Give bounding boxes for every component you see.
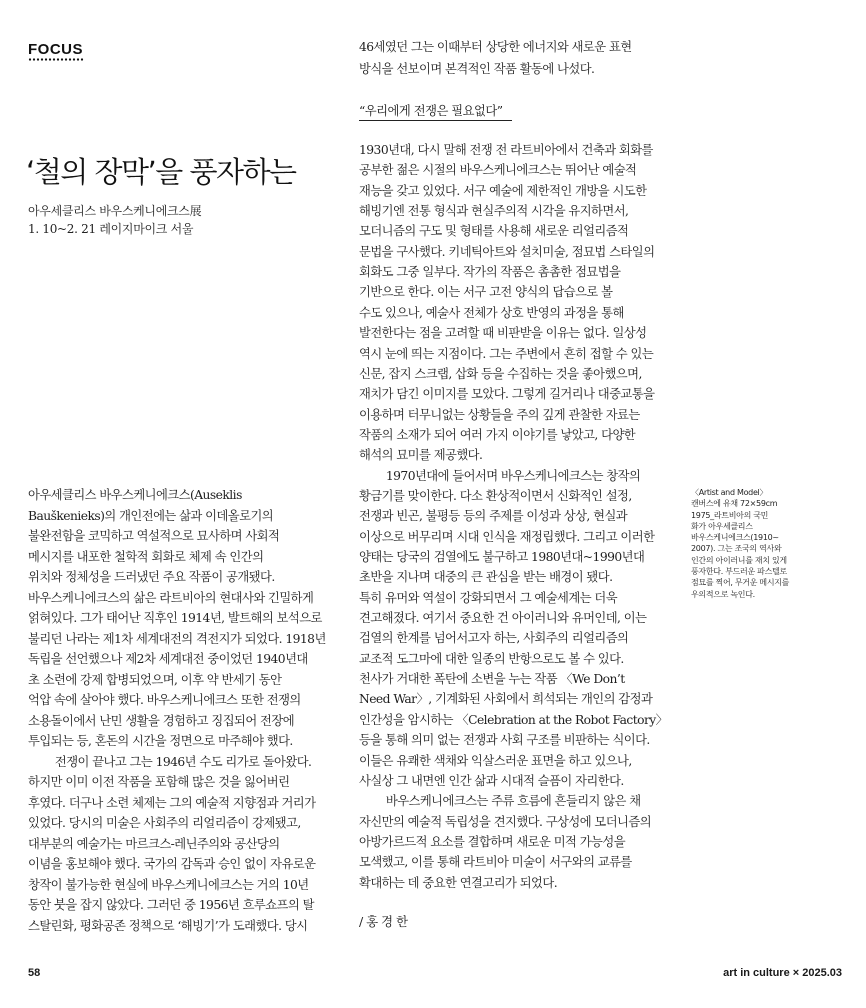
caption-line: 화가 아우세클리스 — [691, 521, 753, 531]
text-line: 1930년대, 다시 말해 전쟁 전 라트비아에서 건축과 회화를 — [359, 143, 653, 157]
magazine-issue: art in culture × 2025.03 — [723, 967, 842, 979]
image-caption — [691, 487, 841, 600]
text-line: 얽혀있다. 그가 태어난 직후인 1914년, 발트해의 보석으로 — [28, 611, 322, 625]
text-line: 46세였던 그는 이때부터 상당한 에너지와 새로운 표현 — [359, 40, 632, 54]
caption-line: 풍자한다. 부드러운 파스텔로 — [691, 567, 787, 577]
text-line: 인간성을 암시하는 〈Celebration at the Robot Factory〉 — [359, 712, 668, 727]
exhibition-dates: 1. 10~2. 21 레이지마이크 서울 — [28, 222, 194, 236]
text-line: 바우스케니에크스의 삶은 라트비아의 현대사와 긴밀하게 — [28, 590, 314, 605]
text-line: 재능을 갖고 있었다. 서구 예술에 제한적인 개방을 시도한 — [359, 183, 647, 198]
text-line: 억압 속에 살아야 했다. 바우스케니에크스 또한 전쟁의 — [28, 693, 301, 707]
text-line: 등을 통해 의미 없는 전쟁과 사회 구조를 비판하는 식이다. — [359, 733, 650, 748]
text-line: 교조적 도그마에 대한 일종의 반항으로도 볼 수 있다. — [359, 651, 624, 666]
text-line: 동안 붓을 잡지 않았다. 그러던 중 1956년 흐루쇼프의 탈 — [28, 898, 314, 912]
subheading-underline — [359, 120, 512, 121]
text-line: 해석의 묘미를 제공했다. — [359, 448, 483, 463]
body-column-right — [359, 0, 684, 945]
text-line: 기반으로 한다. 이는 서구 고전 양식의 답습으로 볼 — [359, 285, 613, 300]
text-line: 1970년대에 들어서며 바우스케니에크스는 창작의 — [359, 468, 641, 483]
text-line: Bauškenieks)의 개인전에는 삶과 이데올로기의 — [28, 508, 274, 523]
text-line: 천사가 거대한 폭탄에 소변을 누는 작품 〈We Don’t — [359, 672, 625, 687]
text-line: 방식을 선보이며 본격적인 작품 활동에 나섰다. — [359, 61, 595, 76]
caption-line: 캔버스에 유채 72×59cm — [691, 499, 778, 509]
text-line: 발전한다는 점을 고려할 때 비판받을 이유는 없다. 일상성 — [359, 326, 647, 341]
text-line: 메시지를 내포한 철학적 회화로 체제 속 인간의 — [28, 549, 264, 564]
text-line: 모더니즘의 구도 및 형태를 사용해 새로운 리얼리즘적 — [359, 224, 629, 239]
text-line: 독립을 선언했으나 제2차 세계대전 중이었던 1940년대 — [28, 652, 308, 666]
text-line: 전쟁이 끝나고 그는 1946년 수도 리가로 돌아왔다. — [28, 754, 312, 769]
text-line: 불완전함을 코믹하고 역설적으로 묘사하며 사회적 — [28, 529, 280, 543]
text-line: 전쟁과 빈곤, 불평등 등의 주제를 이성과 상상, 현실과 — [359, 509, 628, 524]
exhibition-name: 아우세클리스 바우스케니에크스展 — [28, 204, 202, 218]
text-line: 초 소련에 강제 합병되었으며, 이후 약 반세기 동안 — [28, 672, 282, 687]
text-line: 이상으로 버무리며 시대 인식을 재정립했다. 그리고 이러한 — [359, 529, 655, 544]
text-line: 견고해졌다. 여기서 중요한 건 아이러니와 유머인데, 이는 — [359, 611, 647, 626]
text-line: 이들은 유쾌한 색채와 익살스러운 표면을 하고 있으나, — [359, 753, 632, 768]
text-line: 창작이 불가능한 현실에 바우스케니에크스는 거의 10년 — [28, 877, 309, 892]
caption-line: 바우스케니에크스(1910~ — [691, 533, 779, 543]
text-line: 사실상 그 내면엔 인간 삶과 시대적 슬픔이 자리한다. — [359, 773, 624, 788]
section-label: FOCUS — [28, 41, 83, 58]
text-line: 위치와 정체성을 드러냈던 주요 작품이 공개됐다. — [28, 570, 275, 584]
article-title: ‘철의 장막’을 풍자하는 — [26, 155, 296, 189]
text-line: 초반을 지나며 대중의 큰 관심을 받는 배경이 됐다. — [359, 570, 613, 585]
caption-line: 인간의 아이러니를 재치 있게 — [691, 555, 787, 565]
caption-line: 점묘를 찍어, 무거운 메시지를 — [691, 578, 790, 588]
text-line: 작품의 소재가 되어 여러 가지 이야기를 낳았고, 다양한 — [359, 427, 636, 442]
text-line: 모색했고, 이를 통해 라트비아 미술이 서구와의 교류를 — [359, 855, 632, 870]
text-line: 특히 유머와 역설이 강화되면서 그 예술세계는 더욱 — [359, 590, 618, 605]
text-line: 투입되는 등, 혼돈의 시간을 정면으로 마주해야 했다. — [28, 734, 293, 748]
text-line: 바우스케니에크스는 주류 흐름에 흔들리지 않은 채 — [359, 794, 641, 809]
text-line: 이용하며 터무니없는 상황들을 주의 깊게 관찰한 자료는 — [359, 407, 640, 422]
text-line: 양태는 당국의 검열에도 불구하고 1980년대~1990년대 — [359, 550, 645, 564]
text-line: 역시 눈에 띄는 지점이다. 그는 주변에서 흔히 접할 수 있는 — [359, 346, 654, 361]
text-line: 공부한 젊은 시절의 바우스케니에크스는 뛰어난 예술적 — [359, 163, 637, 178]
article-subheading: “우리에게 전쟁은 필요없다” — [359, 104, 503, 118]
body-column-left — [28, 485, 346, 945]
text-line: 대부분의 예술가는 마르크스-레닌주의와 공산당의 — [28, 836, 280, 851]
caption-line: 〈Artist and Model〉 — [691, 488, 768, 497]
text-line: 확대하는 데 중요한 연결고리가 되었다. — [359, 875, 558, 890]
text-line: Need War〉, 기계화된 사회에서 희석되는 개인의 감정과 — [359, 692, 653, 707]
section-dotted-underline — [28, 58, 84, 61]
caption-line: 우의적으로 녹인다. — [691, 589, 755, 599]
caption-line: 2007). 그는 조국의 역사와 — [691, 544, 782, 554]
byline: / 홍 경 한 — [359, 914, 408, 929]
text-line: 소용돌이에서 난민 생활을 경험하고 징집되어 전장에 — [28, 713, 295, 728]
text-line: 후였다. 더구나 소련 체제는 그의 예술적 지향점과 거리가 — [28, 795, 316, 810]
text-line: 해빙기엔 전통 형식과 현실주의적 시각을 유지하면서, — [359, 204, 629, 219]
caption-line: 1975_라트비아의 국민 — [691, 510, 769, 520]
text-line: 회화도 그중 일부다. 작가의 작품은 촘촘한 점묘법을 — [359, 265, 621, 280]
page-number: 58 — [28, 967, 41, 979]
text-line: 하지만 이미 이전 작품을 포함해 많은 것을 잃어버린 — [28, 775, 290, 789]
text-line: 문법을 구사했다. 키네틱아트와 설치미술, 점묘법 스타일의 — [359, 244, 655, 259]
text-line: 불리던 나라는 제1차 세계대전의 격전지가 되었다. 1918년 — [28, 631, 326, 646]
text-line: 수도 있으나, 예술사 전체가 상호 반영의 과정을 통해 — [359, 305, 624, 320]
text-line: 자신만의 예술적 독립성을 견지했다. 구상성에 모더니즘의 — [359, 814, 652, 829]
text-line: 있었다. 당시의 미술은 사회주의 리얼리즘이 강제됐고, — [28, 816, 301, 830]
text-line: 아우세클리스 바우스케니에크스(Auseklis — [28, 488, 242, 502]
text-line: 재치가 담긴 이미지를 모았다. 그렇게 길거리나 대중교통을 — [359, 387, 655, 402]
text-line: 아방가르드적 요소를 결합하며 새로운 미적 가능성을 — [359, 834, 626, 849]
text-line: 이념을 홍보해야 했다. 국가의 감독과 승인 없이 자유로운 — [28, 857, 316, 871]
text-line: 황금기를 맞이한다. 다소 환상적이면서 신화적인 설정, — [359, 488, 632, 503]
text-line: 스탈린화, 평화공존 정책으로 ‘해빙기’가 도래했다. 당시 — [28, 918, 308, 933]
text-line: 검열의 한계를 넘어서고자 하는, 사회주의 리얼리즘의 — [359, 631, 629, 646]
text-line: 신문, 잡지 스크랩, 삽화 등을 수집하는 것을 좋아했으며, — [359, 366, 642, 381]
